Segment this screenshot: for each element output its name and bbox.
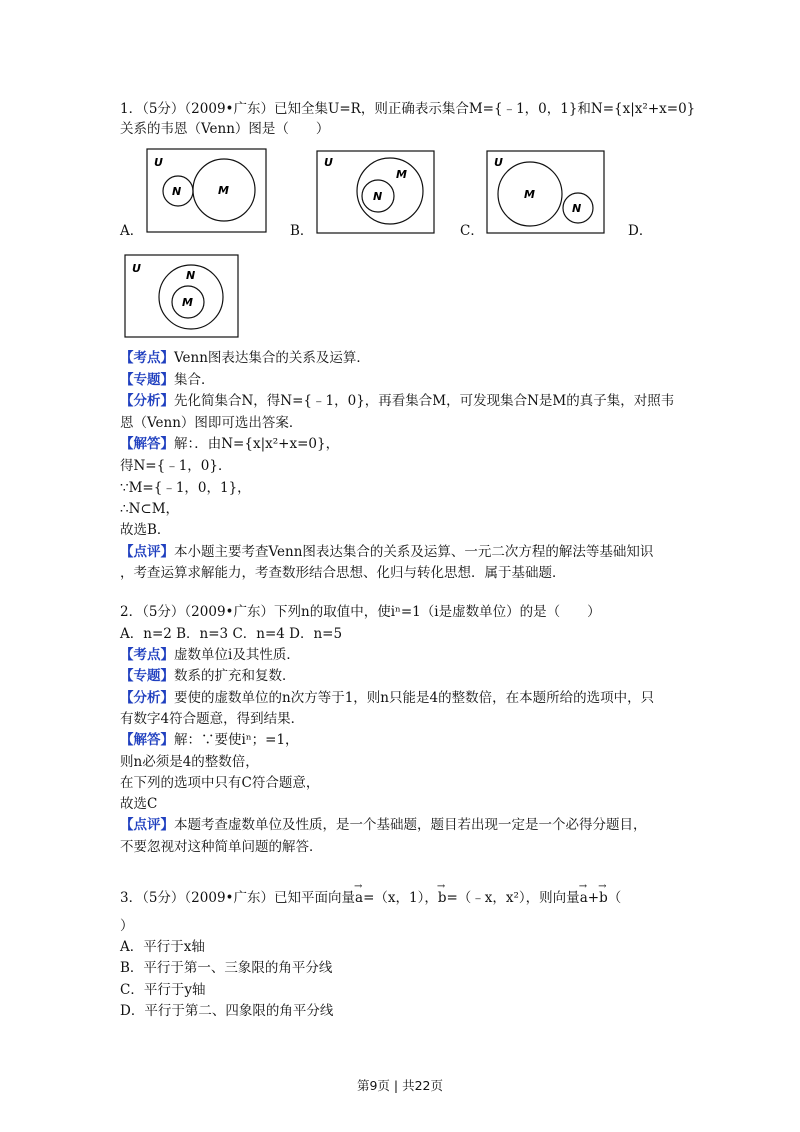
q3-option-b: B．平行于第一、三象限的角平分线 xyxy=(120,960,333,976)
kaodian-tag: 【考点】 xyxy=(120,647,174,663)
q3-option-a: A．平行于x轴 xyxy=(120,939,205,955)
q1-kaodian xyxy=(120,348,370,368)
q1-jieda xyxy=(120,434,339,454)
q2-jieda-text-3: 在下列的选项中只有C符合题意， xyxy=(120,775,320,791)
q1-stem-line2: 关系的韦恩（Venn）图是（ ） xyxy=(120,121,330,137)
q2-jieda-text-1: 解：∵要使iⁿ；=1， xyxy=(174,732,299,748)
q1-option-d-label: D． xyxy=(628,223,653,239)
q2-jieda-text-4: 故选C xyxy=(120,796,158,812)
q3-plus: + xyxy=(587,890,600,906)
q1-option-b-label: B． xyxy=(290,223,314,239)
fenxi-tag: 【分析】 xyxy=(120,690,174,706)
q2-dianping-text-2: 不要忽视对这种简单问题的解答． xyxy=(120,839,323,855)
q3-option-c: C．平行于y轴 xyxy=(120,982,206,998)
q1-fenxi-text-2: 恩（Venn）图即可选出答案． xyxy=(120,415,303,431)
q1-option-c-label: C． xyxy=(460,223,484,239)
q1-jieda-text-3: ∵M={﹣1，0，1}， xyxy=(120,480,251,496)
jieda-tag: 【解答】 xyxy=(120,436,174,452)
q1-fenxi-text-1: 先化简集合N，得N={﹣1，0}，再看集合M，可发现集合N是M的真子集，对照韦 xyxy=(174,393,675,409)
q1-zhuanti-text: 集合． xyxy=(174,372,215,388)
venn-diagram-b xyxy=(316,150,436,240)
page-footer: 第9页 | 共22页 xyxy=(356,1078,444,1093)
q3-stem-line2: ） xyxy=(120,918,134,934)
venn-d-m-label: M xyxy=(182,296,193,309)
q1-jieda-text-2: 得N={﹣1，0}． xyxy=(120,458,232,474)
venn-diagram-a xyxy=(146,148,268,238)
q1-dianping-text-2: ，考查运算求解能力，考查数形结合思想、化归与转化思想．属于基础题． xyxy=(120,565,566,581)
vector-b: → b xyxy=(438,888,447,908)
zhuanti-tag: 【专题】 xyxy=(120,668,174,684)
venn-d-n-label: N xyxy=(186,269,196,282)
vector-b-sum: → b xyxy=(599,888,608,908)
q2-jieda-text-2: 则n必须是4的整数倍， xyxy=(120,754,259,770)
q1-jieda-text-5: 故选B． xyxy=(120,522,171,538)
q1-fenxi xyxy=(120,391,674,411)
venn-c-u-label: U xyxy=(494,156,503,169)
q2-stem: 2．（5分）（2009•广东）下列n的取值中，使iⁿ=1（i是虚数单位）的是（ ） xyxy=(120,604,601,620)
kaodian-tag: 【考点】 xyxy=(120,350,174,366)
q3-stem xyxy=(120,888,621,908)
fenxi-tag: 【分析】 xyxy=(120,393,174,409)
venn-b-n-label: N xyxy=(373,190,383,203)
q2-zhuanti xyxy=(120,666,296,686)
q1-dianping xyxy=(120,542,653,562)
q2-dianping-text-1: 本题考查虚数单位及性质，是一个基础题，题目若出现一定是一个必得分题目， xyxy=(174,817,647,833)
venn-a-m-label: M xyxy=(218,184,229,197)
venn-diagram-d xyxy=(124,254,240,344)
vector-a: → a xyxy=(355,888,363,908)
venn-a-u-label: U xyxy=(154,156,163,169)
jieda-tag: 【解答】 xyxy=(120,732,174,748)
vector-a-sum: → a xyxy=(580,888,588,908)
venn-diagram-c xyxy=(486,150,606,240)
q2-zhuanti-text: 数系的扩充和复数． xyxy=(174,668,296,684)
q3-stem-mid2: =（﹣x，x²），则向量 xyxy=(446,890,580,906)
q1-stem-line1: 1．（5分）（2009•广东）已知全集U=R，则正确表示集合M={﹣1，0，1}和N={x|x²+x=0} xyxy=(120,101,696,117)
q3-stem-prefix: 3．（5分）（2009•广东）已知平面向量 xyxy=(120,890,355,906)
zhuanti-tag: 【专题】 xyxy=(120,372,174,388)
q1-kaodian-text: Venn图表达集合的关系及运算． xyxy=(174,350,370,366)
q1-option-a-label: A． xyxy=(120,223,144,239)
venn-d-u-label: U xyxy=(132,262,141,275)
q1-jieda-text-4: ∴N⊂M， xyxy=(120,501,180,517)
q2-dianping xyxy=(120,815,647,835)
dianping-tag: 【点评】 xyxy=(120,817,174,833)
q2-options: A．n=2 B．n=3 C．n=4 D．n=5 xyxy=(120,626,343,642)
q2-fenxi-text-2: 有数字4符合题意，得到结果． xyxy=(120,711,305,727)
q1-jieda-text-1: 解：．由N={x|x²+x=0}， xyxy=(174,436,340,452)
q3-option-d: D．平行于第二、四象限的角平分线 xyxy=(120,1003,334,1019)
q1-dianping-text-1: 本小题主要考查Venn图表达集合的关系及运算、一元二次方程的解法等基础知识 xyxy=(174,544,654,560)
q2-jieda xyxy=(120,730,299,750)
q1-zhuanti xyxy=(120,370,215,390)
venn-b-u-label: U xyxy=(324,156,333,169)
q2-kaodian-text: 虚数单位i及其性质． xyxy=(174,647,300,663)
q3-stem-mid1: =（x，1）， xyxy=(363,890,438,906)
q2-fenxi-text-1: 要使的虚数单位的n次方等于1，则n只能是4的整数倍，在本题所给的选项中，只 xyxy=(174,690,655,706)
venn-c-m-label: M xyxy=(524,188,535,201)
dianping-tag: 【点评】 xyxy=(120,544,174,560)
venn-a-n-label: N xyxy=(172,185,182,198)
q3-stem-end: （ xyxy=(607,890,622,906)
venn-b-m-label: M xyxy=(396,168,407,181)
venn-c-n-label: N xyxy=(572,202,582,215)
q2-kaodian xyxy=(120,645,300,665)
q2-fenxi xyxy=(120,688,654,708)
